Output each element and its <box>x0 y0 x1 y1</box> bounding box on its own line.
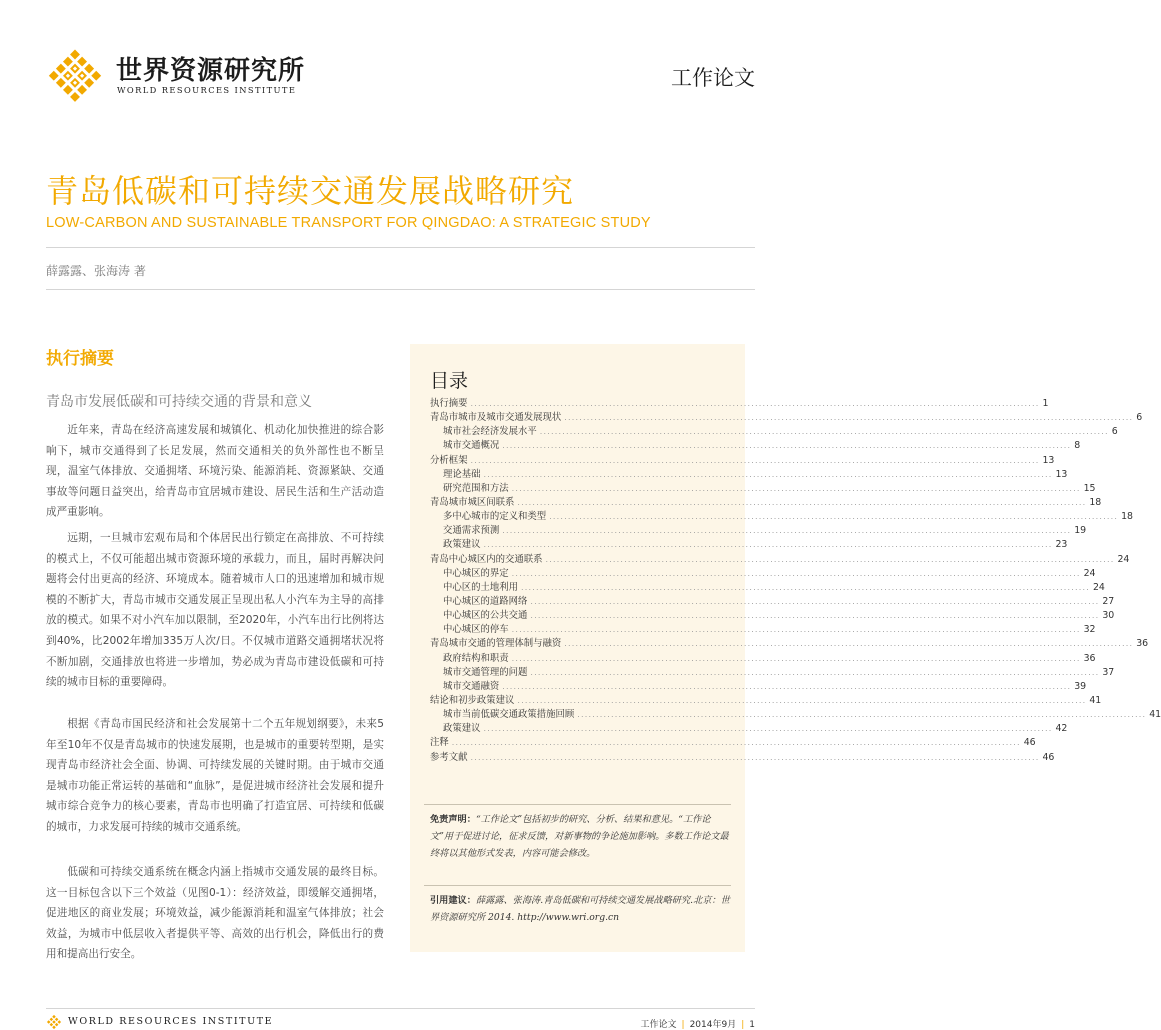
toc-leader-dots <box>471 399 1040 408</box>
english-title: LOW-CARBON AND SUSTAINABLE TRANSPORT FOR QINGDAO: A STRATEGIC STUDY <box>46 215 651 231</box>
toc-entry[interactable] <box>430 565 1096 579</box>
toc-entry-page: 27 <box>1102 595 1115 607</box>
body-paragraph-2: 远期，一旦城市宏观布局和个体居民出行锁定在高排放、不可持续的模式上，不仅可能超出城市资源环境的承载力，而且，届时再解决问题将会付出更高的经济、环境成本。随着城市人口的迅速增加和城市规模的不断扩大，青岛市城市交通发展正呈现出私人小汽车为主导的高排放的模式。如果不对小汽车加以限制，至2020年，小汽车出行比例将达到40%，比2002年增加335万人次/日。不仅城市道路交通拥堵状况将不断加剧，交通排放也将进一步增加，势必成为青岛市建设低碳和可持续的城市目标的重要障碍。 <box>46 532 384 689</box>
toc-entry[interactable] <box>430 593 1115 607</box>
toc-entry-label: 中心城区的停车 <box>443 624 509 636</box>
toc-entry-page: 46 <box>1023 737 1036 749</box>
footer-org-name: WORLD RESOURCES INSTITUTE <box>68 1016 274 1027</box>
toc-entry-page: 18 <box>1089 496 1102 508</box>
toc-entry[interactable] <box>430 508 1134 523</box>
toc-entry[interactable] <box>430 607 1115 622</box>
toc-entry-label: 中心城区的道路网络 <box>443 595 528 607</box>
divider <box>46 247 755 248</box>
toc-divider <box>424 885 731 886</box>
toc-entry-page: 24 <box>1117 553 1130 565</box>
disclaimer-text: “工作论文”包括初步的研究、分析、结果和意见。“工作论文”用于促进讨论，征求反馈，对新事物的争论施加影响。多数工作论文最终将以其他形式发表，内容可能会修改。 <box>430 814 729 860</box>
toc-entry[interactable] <box>430 536 1068 551</box>
toc-entry[interactable] <box>430 579 1105 593</box>
toc-entry-label: 参考文献 <box>430 751 468 763</box>
toc-entry-page: 46 <box>1042 751 1055 763</box>
disclaimer <box>430 811 732 863</box>
toc-entry-page: 32 <box>1083 624 1096 636</box>
toc-leader-dots <box>502 682 1071 691</box>
toc-entry-label: 结论和初步政策建议 <box>430 694 515 706</box>
toc-entry-label: 政府结构和职责 <box>443 652 509 664</box>
body-paragraph-3: 根据《青岛市国民经济和社会发展第十二个五年规划纲要》，未来5年至10年不仅是青岛城市的快速发展期，也是城市的重要转型期，是实现青岛市经济社会全面、协调、可持续发展的关键时期。由于城市交通是城市功能正常运转的基础和“血脉”，是促进城市经济社会发展和提升城市综合竞争力的核心要素，青岛市也明确了打造宜居、可持续和低碳的城市，力求发展可持续的城市交通系统。 <box>46 718 384 833</box>
toc-entry-label: 执行摘要 <box>430 398 468 409</box>
authors: 薛露露、张海涛 著 <box>46 264 146 278</box>
wri-logo-small-icon <box>46 1014 62 1030</box>
toc-title: 目录 <box>430 370 469 392</box>
toc-entry-page: 36 <box>1136 638 1149 650</box>
toc-entry[interactable] <box>430 480 1096 494</box>
toc-entry[interactable] <box>430 635 1149 650</box>
toc-leader-dots <box>530 611 1099 620</box>
toc-leader-dots <box>546 555 1115 564</box>
toc-entry[interactable] <box>430 494 1102 508</box>
toc-leader-dots <box>484 470 1053 479</box>
toc-entry-label: 青岛城市交通的管理体制与融资 <box>430 638 562 650</box>
toc-leader-dots <box>484 540 1053 549</box>
body-paragraph-4: 低碳和可持续交通系统在概念内涵上指城市交通发展的最终目标。这一目标包含以下三个效益（见图0-1）：经济效益，即缓解交通拥堵，促进地区的商业发展；环境效益，减少能源消耗和温室气体排放；社会效益，为城市中低层收入者提供平等、高效的出行机会，降低出行的费用和提高出行安全。 <box>46 866 384 961</box>
toc-entry-page: 36 <box>1083 652 1096 664</box>
toc-entry-label: 城市社会经济发展水平 <box>443 426 537 438</box>
toc-leader-dots <box>517 696 1086 705</box>
paper-type-label: 工作论文 <box>671 66 755 90</box>
toc-entry[interactable] <box>430 664 1115 678</box>
toc-leader-dots <box>517 498 1086 507</box>
footer-date: 2014年9月 <box>689 1020 737 1030</box>
toc-entry-page: 6 <box>1111 426 1118 438</box>
toc-leader-dots <box>564 639 1133 648</box>
toc-entry-label: 研究范围和方法 <box>443 482 509 494</box>
disclaimer-label: 免责声明： <box>430 814 476 825</box>
toc-entry-label: 城市交通概况 <box>443 440 500 452</box>
toc-list <box>430 395 1161 763</box>
toc-entry-label: 青岛城市城区间联系 <box>430 496 515 508</box>
toc-entry-label: 中心城区的公共交通 <box>443 610 528 622</box>
toc-entry-label: 城市交通管理的问题 <box>443 666 528 678</box>
toc-entry[interactable] <box>430 452 1055 466</box>
toc-entry-label: 理论基础 <box>443 468 481 480</box>
toc-entry[interactable] <box>430 466 1068 480</box>
toc-entry-page: 24 <box>1092 581 1105 593</box>
toc-entry-page: 13 <box>1042 454 1055 466</box>
toc-entry[interactable] <box>430 749 1055 763</box>
toc-leader-dots <box>540 427 1109 436</box>
toc-entry[interactable] <box>430 692 1102 706</box>
footer-paper-type: 工作论文 <box>640 1020 677 1030</box>
toc-leader-dots <box>484 724 1053 733</box>
citation-label: 引用建议： <box>430 895 476 906</box>
toc-leader-dots <box>512 569 1081 578</box>
org-name-cn: 世界资源研究所 <box>116 56 306 86</box>
citation <box>430 892 732 926</box>
toc-leader-dots <box>521 583 1090 592</box>
toc-entry-page: 1 <box>1042 398 1049 409</box>
toc-entry-label: 城市当前低碳交通政策措施回顾 <box>443 709 575 721</box>
section-heading-executive-summary: 执行摘要 <box>46 349 114 369</box>
footer-divider <box>46 1008 755 1009</box>
toc-entry-label: 中心区的土地利用 <box>443 581 519 593</box>
toc-entry-page: 18 <box>1121 511 1134 523</box>
toc-entry-page: 41 <box>1089 694 1102 706</box>
page-title: 青岛低碳和可持续交通发展战略研究 <box>46 172 575 210</box>
toc-entry-label: 青岛中心城区内的交通联系 <box>430 553 543 565</box>
toc-entry-label: 多中心城市的定义和类型 <box>443 511 547 523</box>
toc-entry-label: 政策建议 <box>443 539 481 551</box>
toc-leader-dots <box>512 654 1081 663</box>
divider <box>46 289 755 290</box>
toc-leader-dots <box>577 710 1146 719</box>
page-number: 1 <box>749 1020 755 1030</box>
toc-leader-dots <box>471 753 1040 762</box>
toc-entry[interactable] <box>430 706 1161 721</box>
toc-entry[interactable] <box>430 734 1036 749</box>
toc-entry[interactable] <box>430 395 1049 409</box>
toc-entry-page: 24 <box>1083 567 1096 579</box>
toc-entry[interactable] <box>430 551 1130 565</box>
toc-entry-page: 6 <box>1136 412 1143 424</box>
toc-divider <box>424 804 731 805</box>
toc-entry-page: 41 <box>1149 709 1161 721</box>
toc-entry-label: 中心城区的界定 <box>443 567 509 579</box>
body-paragraph-1: 近年来，青岛在经济高速发展和城镇化、机动化加快推进的综合影响下，城市交通得到了长足发展，然而交通相关的负外部性也不断呈现，温室气体排放、交通拥堵、环境污染、能源消耗、资源紧缺、交通事故等问题日益突出，给青岛市宜居城市建设、居民生活和生产活动造成严重影响。 <box>46 424 384 519</box>
toc-leader-dots <box>471 456 1040 465</box>
toc-entry-page: 42 <box>1055 723 1068 735</box>
footer-meta <box>641 1017 755 1030</box>
toc-entry[interactable] <box>430 423 1118 438</box>
toc-entry-page: 23 <box>1055 539 1068 551</box>
toc-entry-label: 分析框架 <box>430 454 468 466</box>
org-name-en: WORLD RESOURCES INSTITUTE <box>117 85 297 95</box>
toc-entry-page: 19 <box>1074 525 1087 537</box>
citation-text: 薛露露、张海涛.青岛低碳和可持续交通发展战略研究.北京：世界资源研究所 2014. http://www.wri.org.cn <box>430 895 730 924</box>
toc-leader-dots <box>564 413 1133 422</box>
toc-entry[interactable] <box>430 522 1087 537</box>
toc-entry-label: 注释 <box>430 737 449 749</box>
toc-leader-dots <box>502 526 1071 535</box>
toc-leader-dots <box>512 625 1081 634</box>
toc-entry-page: 37 <box>1102 666 1115 678</box>
toc-entry-page: 8 <box>1074 440 1081 452</box>
toc-leader-dots <box>549 512 1118 521</box>
toc-entry[interactable] <box>430 720 1068 735</box>
subsection-heading-background: 青岛市发展低碳和可持续交通的背景和意义 <box>46 394 312 410</box>
toc-leader-dots <box>530 597 1099 606</box>
toc-leader-dots <box>502 441 1071 450</box>
table-of-contents <box>410 344 1161 952</box>
toc-leader-dots <box>512 484 1081 493</box>
toc-entry-page: 13 <box>1055 468 1068 480</box>
toc-entry[interactable] <box>430 437 1081 452</box>
footer-separator: | <box>681 1020 685 1030</box>
toc-entry[interactable] <box>430 650 1096 664</box>
wri-logo-icon <box>42 42 108 108</box>
toc-entry-label: 政策建议 <box>443 723 481 735</box>
toc-entry-page: 39 <box>1074 680 1087 692</box>
toc-entry-label: 城市交通融资 <box>443 680 500 692</box>
toc-entry-page: 30 <box>1102 610 1115 622</box>
toc-entry-label: 交通需求预测 <box>443 525 500 537</box>
footer-separator: | <box>741 1020 745 1030</box>
toc-entry[interactable] <box>430 621 1096 636</box>
toc-entry-label: 青岛市城市及城市交通发展现状 <box>430 412 562 424</box>
toc-leader-dots <box>452 738 1021 747</box>
toc-entry-page: 15 <box>1083 482 1096 494</box>
toc-leader-dots <box>530 668 1099 677</box>
toc-entry[interactable] <box>430 409 1143 424</box>
toc-entry[interactable] <box>430 678 1087 692</box>
